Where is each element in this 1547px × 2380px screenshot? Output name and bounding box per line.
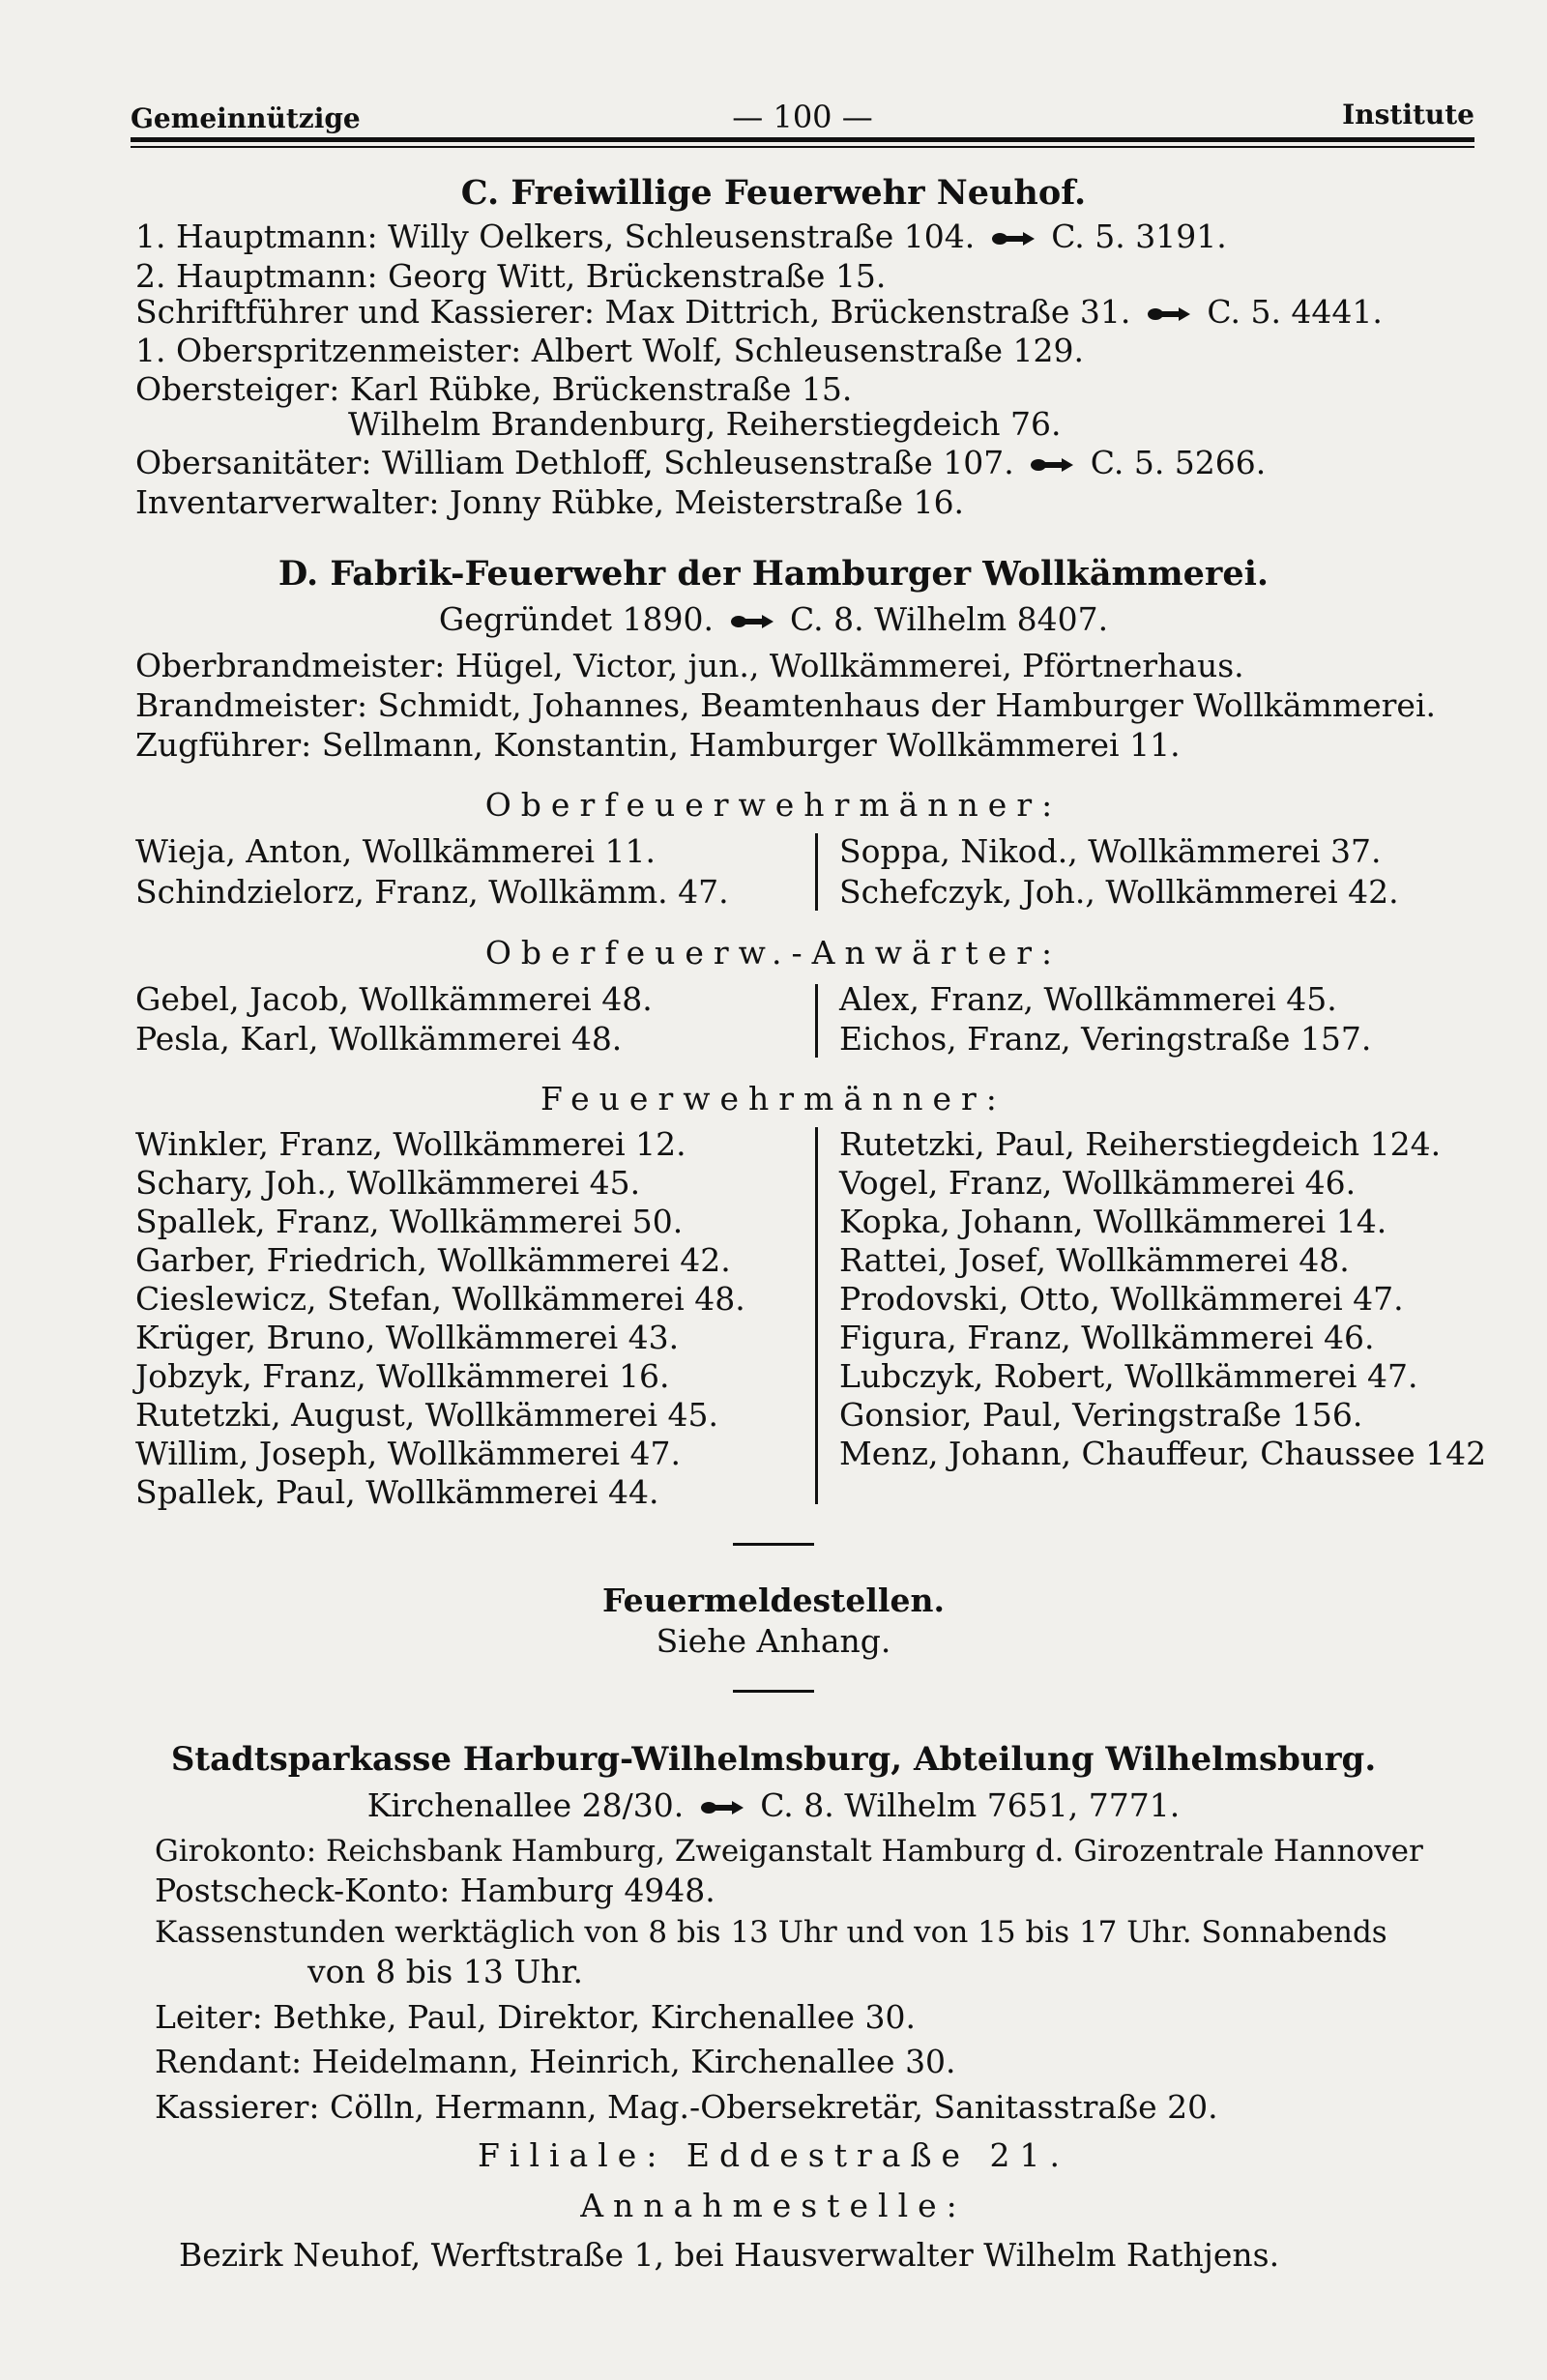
- sparkasse-line: Kassierer: Cölln, Hermann, Mag.-Obersekretär, Sanitasstraße 20.: [155, 2088, 1218, 2126]
- feuerwehrmaenner-heading: Feuerwehrmänner:: [540, 1080, 1007, 1117]
- section-c-line: 2. Hauptmann: Georg Witt, Brückenstraße 15.: [135, 257, 887, 295]
- list-item: Menz, Johann, Chauffeur, Chaussee 142: [839, 1435, 1487, 1472]
- list-item: Figura, Franz, Wollkämmerei 46.: [839, 1319, 1375, 1356]
- list-item: Prodovski, Otto, Wollkämmerei 47.: [839, 1280, 1404, 1318]
- filiale: Filiale: Eddestraße 21.: [478, 2136, 1069, 2174]
- ober-heading: Oberfeuerwehrmänner:: [484, 786, 1063, 824]
- telephone-icon: [700, 1799, 744, 1816]
- header-rule: [131, 137, 1474, 142]
- section-c-line: Obersteiger: Karl Rübke, Brückenstraße 15.: [135, 370, 853, 408]
- list-item: Kopka, Johann, Wollkämmerei 14.: [839, 1203, 1387, 1240]
- list-item: Rattei, Josef, Wollkämmerei 48.: [839, 1241, 1350, 1279]
- section-c-line: Obersanitäter: William Dethloff, Schleusenstraße 107. C. 5. 5266.: [135, 444, 1267, 481]
- sparkasse-line: von 8 bis 13 Uhr.: [307, 1953, 584, 1990]
- section-d-line: Oberbrandmeister: Hügel, Victor, jun., Wollkämmerei, Pförtnerhaus.: [135, 647, 1244, 684]
- column-divider: [815, 984, 818, 1058]
- section-c-title: C. Freiwillige Feuerwehr Neuhof.: [460, 173, 1087, 213]
- annahme-line: Bezirk Neuhof, Werftstraße 1, bei Hausverwalter Wilhelm Rathjens.: [179, 2236, 1280, 2274]
- list-item: Gebel, Jacob, Wollkämmerei 48.: [135, 980, 653, 1018]
- list-item: Cieslewicz, Stefan, Wollkämmerei 48.: [135, 1280, 745, 1318]
- section-c-line: 1. Hauptmann: Willy Oelkers, Schleusenstraße 104. C. 5. 3191.: [135, 218, 1227, 255]
- list-item: Winkler, Franz, Wollkämmerei 12.: [135, 1125, 686, 1163]
- list-item: Rutetzki, August, Wollkämmerei 45.: [135, 1396, 718, 1434]
- list-item: Rutetzki, Paul, Reiherstiegdeich 124.: [839, 1125, 1442, 1163]
- anwaerter-heading: Oberfeuerw.-Anwärter:: [484, 934, 1063, 972]
- list-item: Gonsior, Paul, Veringstraße 156.: [839, 1396, 1363, 1434]
- telephone-icon: [1030, 456, 1074, 474]
- list-item: Spallek, Paul, Wollkämmerei 44.: [135, 1473, 659, 1511]
- sparkasse-title: Stadtsparkasse Harburg-Wilhelmsburg, Abteilung Wilhelmsburg.: [170, 1740, 1377, 1779]
- list-item: Spallek, Franz, Wollkämmerei 50.: [135, 1203, 684, 1240]
- section-c-line: 1. Oberspritzenmeister: Albert Wolf, Schleusenstraße 129.: [135, 332, 1085, 369]
- page-header: [131, 95, 1474, 137]
- section-d-founded: Gegründet 1890. C. 8. Wilhelm 8407.: [438, 600, 1109, 638]
- column-divider: [815, 1127, 818, 1504]
- list-item: Krüger, Bruno, Wollkämmerei 43.: [135, 1319, 680, 1356]
- list-item: Lubczyk, Robert, Wollkämmerei 47.: [839, 1357, 1418, 1395]
- sparkasse-line: Postscheck-Konto: Hamburg 4948.: [155, 1872, 715, 1909]
- list-item: Willim, Joseph, Wollkämmerei 47.: [135, 1435, 682, 1472]
- feuermelde-title: Feuermeldestellen.: [602, 1582, 945, 1619]
- list-item: Vogel, Franz, Wollkämmerei 46.: [839, 1164, 1357, 1202]
- list-item: Garber, Friedrich, Wollkämmerei 42.: [135, 1241, 731, 1279]
- list-item: Wieja, Anton, Wollkämmerei 11.: [135, 832, 657, 870]
- sparkasse-line: Girokonto: Reichsbank Hamburg, Zweiganstalt Hamburg d. Girozentrale Hannover: [155, 1834, 1423, 1869]
- sparkasse-line: Leiter: Bethke, Paul, Direktor, Kirchenallee 30.: [155, 1998, 917, 2036]
- column-divider: [815, 833, 818, 911]
- list-item: Soppa, Nikod., Wollkämmerei 37.: [839, 832, 1382, 870]
- sparkasse-line: Rendant: Heidelmann, Heinrich, Kirchenallee 30.: [155, 2043, 956, 2080]
- telephone-icon: [730, 613, 774, 630]
- section-c-line: Wilhelm Brandenburg, Reiherstiegdeich 76.: [348, 405, 1062, 443]
- section-c-line: Inventarverwalter: Jonny Rübke, Meisterstraße 16.: [135, 483, 965, 521]
- list-item: Alex, Franz, Wollkämmerei 45.: [839, 980, 1337, 1018]
- section-c-line: Schriftführer und Kassierer: Max Dittrich, Brückenstraße 31. C. 5. 4441.: [135, 293, 1383, 331]
- sparkasse-line: Kassenstunden werktäglich von 8 bis 13 Uhr und von 15 bis 17 Uhr. Sonnabends: [155, 1915, 1387, 1950]
- list-item: Schary, Joh., Wollkämmerei 45.: [135, 1164, 641, 1202]
- header-left: Gemeinnützige: [131, 102, 361, 134]
- list-item: Pesla, Karl, Wollkämmerei 48.: [135, 1020, 623, 1058]
- list-item: Eichos, Franz, Veringstraße 157.: [839, 1020, 1372, 1058]
- annahme-heading: Annahmestelle:: [580, 2187, 967, 2224]
- list-item: Schindzielorz, Franz, Wollkämm. 47.: [135, 873, 729, 911]
- telephone-icon: [1147, 305, 1191, 323]
- sparkasse-address: Kirchenallee 28/30. C. 8. Wilhelm 7651, 7771.: [366, 1786, 1181, 1824]
- header-right: Institute: [1342, 99, 1474, 131]
- section-d-line: Brandmeister: Schmidt, Johannes, Beamtenhaus der Hamburger Wollkämmerei.: [135, 686, 1437, 724]
- page-number: — 100 —: [732, 99, 873, 135]
- header-rule-thin: [131, 146, 1474, 148]
- separator: [733, 1543, 814, 1546]
- section-d-title: D. Fabrik-Feuerwehr der Hamburger Wollkämmerei.: [277, 554, 1270, 594]
- list-item: Schefczyk, Joh., Wollkämmerei 42.: [839, 873, 1399, 911]
- telephone-icon: [991, 230, 1036, 247]
- separator: [733, 1690, 814, 1693]
- list-item: Jobzyk, Franz, Wollkämmerei 16.: [135, 1357, 670, 1395]
- feuermelde-sub: Siehe Anhang.: [656, 1622, 891, 1660]
- section-d-line: Zugführer: Sellmann, Konstantin, Hamburger Wollkämmerei 11.: [135, 726, 1181, 764]
